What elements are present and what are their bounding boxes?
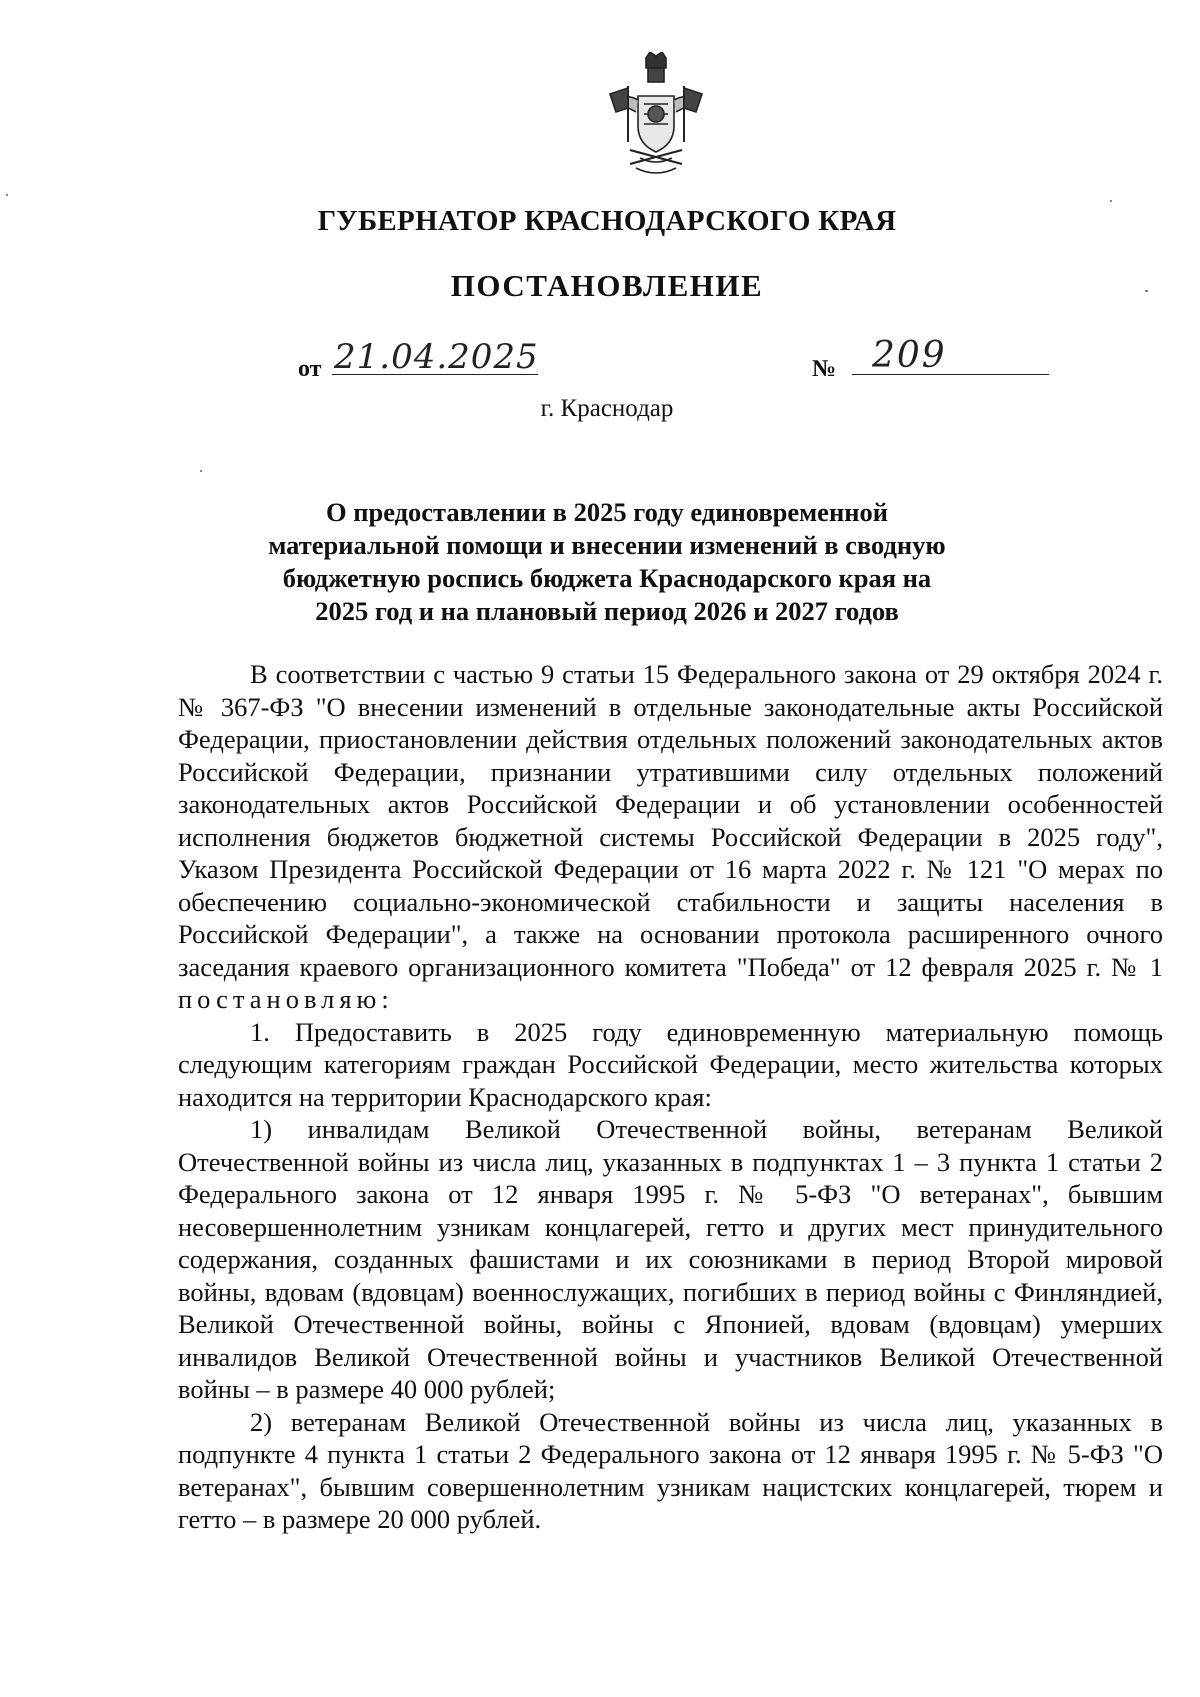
scan-speck [1110, 200, 1112, 202]
preamble-text: В соответствии с частью 9 статьи 15 Федерального закона от 29 октября 2024 г. № 367-ФЗ "О внесении изменений в отдельные законодательные акты Российской Федерации, приостановлении действия отдельных положений законодательных актов Российской Федерации, признании утратившими силу отдельных положений законодательных актов Российской Федерации и об установлении особенностей исполнения бюджетов бюджетной системы Российской Федерации в 2025 году", Указом Президента Российской Федерации от 16 марта 2022 г. № 121 "О мерах по обеспечению социально-экономической стабильности и защиты населения в Российской Федерации", а также на основании протокола расширенного очного заседания краевого организационного комитета "Победа" от 12 февраля 2025 г. № 1 [178, 659, 1163, 982]
scan-speck [1145, 290, 1148, 292]
document-type-heading: ПОСТАНОВЛЕНИЕ [450, 268, 764, 303]
handwritten-date: 21.04.2025 [334, 337, 539, 377]
number-label: № [812, 356, 837, 382]
city-line: г. Краснодар [540, 395, 674, 422]
coat-of-arms-icon [606, 52, 706, 178]
body-paragraph [178, 658, 1163, 1016]
body-paragraph: 1) инвалидам Великой Отечественной войны, ветеранам Великой Отечественной войны из числа лиц, указанных в подпунктах 1 – 3 пункта 1 статьи 2 Федерального закона от 12 января 1995 г. № 5-ФЗ "О ветеранах", бывшим несовершеннолетним узникам концлагерей, гетто и других мест принудительного содержания, созданных фашистами и их союзниками в период Второй мировой войны, вдовам (вдовцам) военнослужащих, погибших в период войны с Финляндией, Великой Отечественной войны, войны с Японией, вдовам (вдовцам) умерших инвалидов Великой Отечественной войны и участников Великой Отечественной войны – в размере 40 000 рублей; [178, 1114, 1163, 1404]
coat-of-arms-emblem [606, 52, 706, 178]
decree-word: постановляю: [178, 984, 394, 1014]
date-label: от [298, 356, 322, 382]
document-body [178, 658, 1163, 1536]
scan-speck [200, 470, 202, 472]
body-paragraph: 1. Предоставить в 2025 году единовременную материальную помощь следующим категориям граждан Российской Федерации, место жительства которых находится на территории Краснодарского края: [178, 1016, 1163, 1112]
document-title: О предоставлении в 2025 году единовременной материальной помощи и внесении изменений в сводную бюджетную роспись бюджета Краснодарского края на 2025 год и на плановый период 2026 и 2027 годов [268, 497, 946, 626]
handwritten-number: 209 [872, 335, 947, 376]
scan-speck [6, 194, 8, 196]
body-paragraph: 2) ветеранам Великой Отечественной войны из числа лиц, указанных в подпункте 4 пункта 1 статьи 2 Федерального закона от 12 января 1995 г. № 5-ФЗ "О ветеранах", бывшим совершеннолетним узникам нацистских концлагерей, тюрем и гетто – в размере 20 000 рублей. [178, 1406, 1163, 1534]
authority-heading: ГУБЕРНАТОР КРАСНОДАРСКОГО КРАЯ [317, 205, 897, 237]
